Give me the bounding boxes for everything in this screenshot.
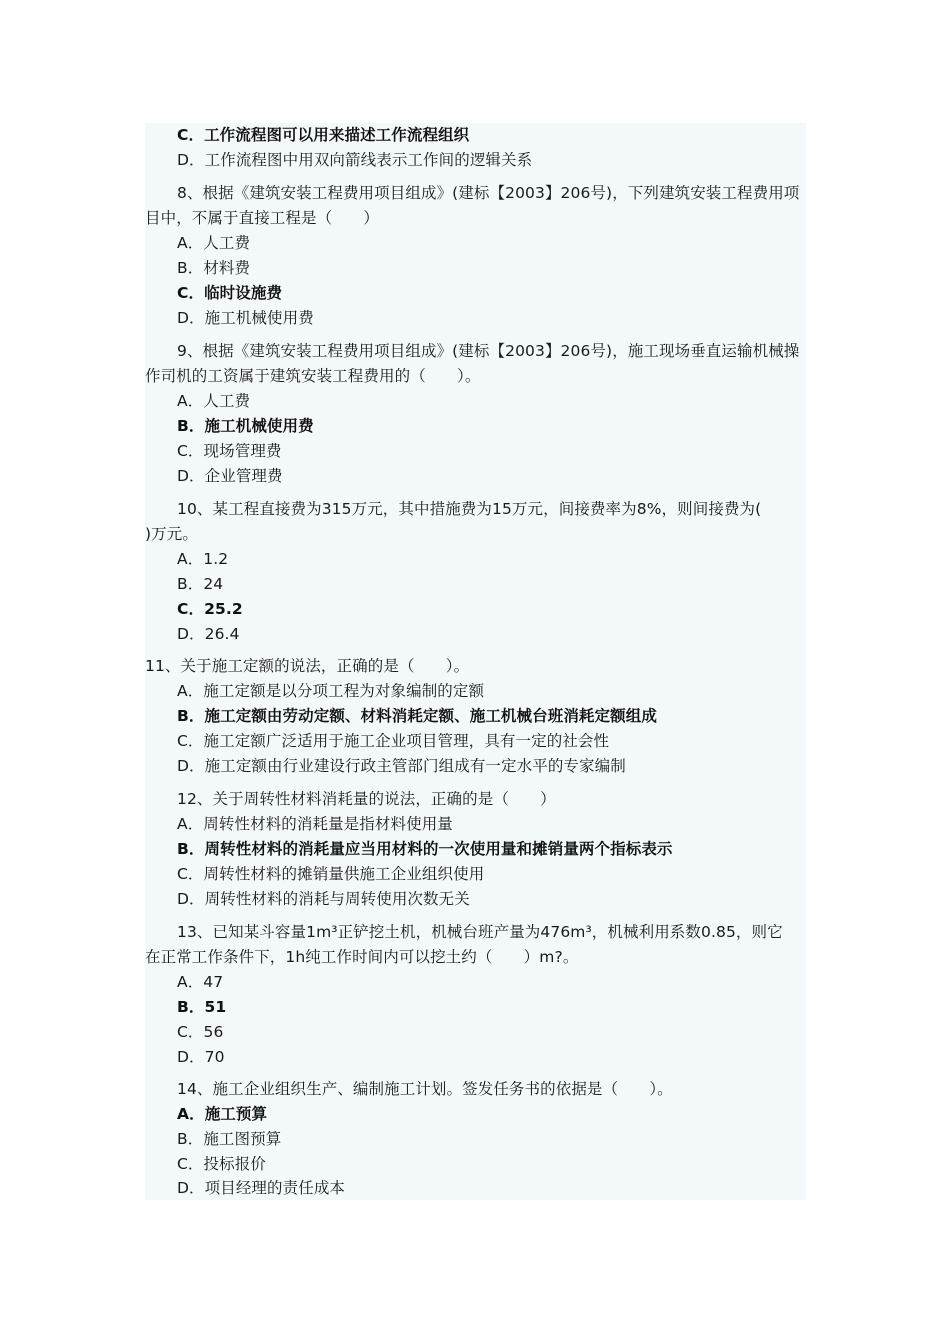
q13-option-a: A．47 (177, 973, 224, 991)
q10-option-c: C．25.2 (177, 600, 243, 618)
q8-stem-line1: 8、根据《建筑安装工程费用项目组成》(建标【2003】206号)，下列建筑安装工程费用项 (177, 184, 800, 202)
q9-stem-line1: 9、根据《建筑安装工程费用项目组成》(建标【2003】206号)，施工现场垂直运输机械操 (177, 342, 800, 360)
q12-option-d: D．周转性材料的消耗与周转使用次数无关 (177, 890, 470, 908)
q13-option-c: C．56 (177, 1023, 224, 1041)
q14-option-b: B．施工图预算 (177, 1130, 282, 1148)
q8-option-b: B．材料费 (177, 259, 251, 277)
q11-option-d: D．施工定额由行业建设行政主管部门组成有一定水平的专家编制 (177, 757, 626, 775)
q10-stem-line2: )万元。 (145, 525, 198, 543)
q13-option-d: D．70 (177, 1048, 225, 1066)
q10-option-b: B．24 (177, 575, 224, 593)
q14-stem: 14、施工企业组织生产、编制施工计划。签发任务书的依据是（ ）。 (177, 1080, 673, 1098)
q7-option-c: C．工作流程图可以用来描述工作流程组织 (177, 126, 470, 144)
q12-option-c: C．周转性材料的摊销量供施工企业组织使用 (177, 865, 485, 883)
document-content (145, 123, 806, 1200)
q9-option-a: A．人工费 (177, 392, 251, 410)
q12-option-a: A．周转性材料的消耗量是指材料使用量 (177, 815, 453, 833)
q11-option-c: C．施工定额广泛适用于施工企业项目管理，具有一定的社会性 (177, 732, 610, 750)
q8-option-c: C．临时设施费 (177, 284, 283, 302)
q13-stem-line1: 13、已知某斗容量1m³正铲挖土机，机械台班产量为476m³，机械利用系数0.85，则它 (177, 923, 783, 941)
q9-stem-line2: 作司机的工资属于建筑安装工程费用的（ ）。 (145, 367, 481, 385)
q14-option-c: C．投标报价 (177, 1155, 266, 1173)
q9-option-c: C．现场管理费 (177, 442, 282, 460)
q11-stem: 11、关于施工定额的说法，正确的是（ ）。 (145, 657, 470, 675)
q11-option-a: A．施工定额是以分项工程为对象编制的定额 (177, 682, 485, 700)
q11-option-b: B．施工定额由劳动定额、材料消耗定额、施工机械台班消耗定额组成 (177, 707, 657, 725)
q12-option-b: B．周转性材料的消耗量应当用材料的一次使用量和摊销量两个指标表示 (177, 840, 673, 858)
q10-option-a: A．1.2 (177, 550, 229, 568)
q8-option-d: D．施工机械使用费 (177, 309, 314, 327)
q9-option-d: D．企业管理费 (177, 467, 283, 485)
q14-option-d: D．项目经理的责任成本 (177, 1179, 346, 1197)
q14-option-a: A．施工预算 (177, 1105, 268, 1123)
q8-option-a: A．人工费 (177, 234, 251, 252)
q10-option-d: D．26.4 (177, 625, 240, 643)
q13-stem-line2: 在正常工作条件下，1h纯工作时间内可以挖土约（ ）m?。 (145, 948, 579, 966)
q12-stem: 12、关于周转性材料消耗量的说法，正确的是（ ） (177, 790, 556, 808)
q7-option-d: D．工作流程图中用双向箭线表示工作间的逻辑关系 (177, 151, 533, 169)
q13-option-b: B．51 (177, 998, 227, 1016)
q8-stem-line2: 目中，不属于直接工程是（ ） (145, 209, 380, 227)
q10-stem-line1: 10、某工程直接费为315万元，其中措施费为15万元，间接费率为8%，则间接费为( (177, 500, 762, 518)
q9-option-b: B．施工机械使用费 (177, 417, 314, 435)
